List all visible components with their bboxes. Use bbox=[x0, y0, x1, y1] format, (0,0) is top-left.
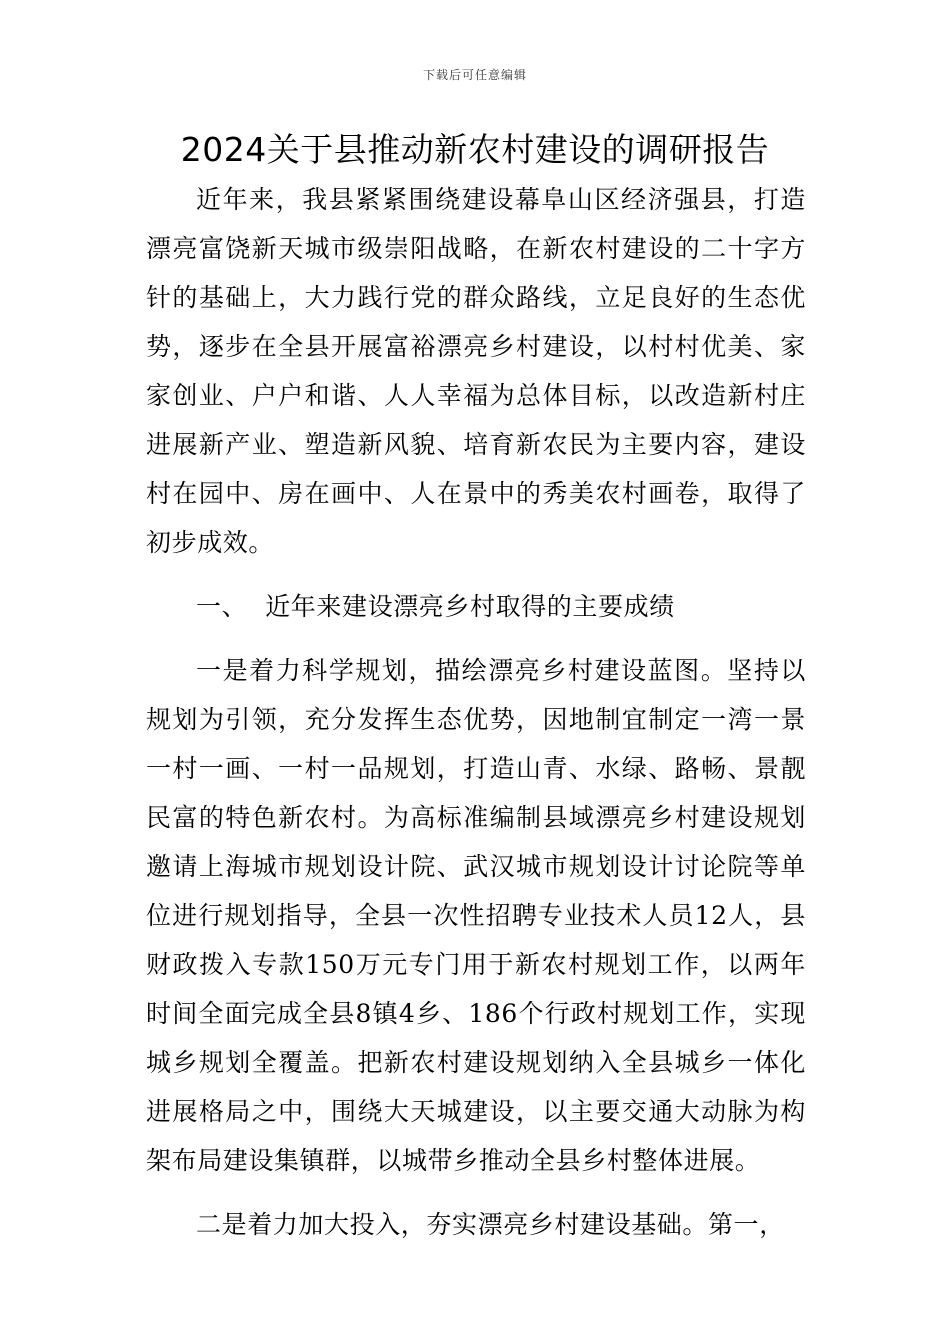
intro-paragraph: 近年来，我县紧紧围绕建设幕阜山区经济强县，打造漂亮富饶新天城市级崇阳战略，在新农村建设的二十字方针的基础上，大力践行党的群众路线，立足良好的生态优势，逐步在全县开展富裕漂亮乡村建设，以村村优美、家家创业、户户和谐、人人幸福为总体目标，以改造新村庄进展新产业、塑造新风貌、培育新农民为主要内容，建设村在园中、房在画中、人在景中的秀美农村画卷，取得了初步成效。 bbox=[146, 185, 806, 557]
document-title: 2024关于县推动新农村建设的调研报告 bbox=[180, 130, 770, 169]
header-note: 下载后可任意编辑 bbox=[422, 68, 527, 82]
section-heading-1 bbox=[146, 582, 806, 631]
point-2-paragraph: 二是着力加大投入，夯实漂亮乡村建设基础。第一， bbox=[196, 1210, 785, 1239]
section-title: 近年来建设漂亮乡村取得的主要成绩 bbox=[265, 592, 675, 621]
point-1-paragraph: 一是着力科学规划，描绘漂亮乡村建设蓝图。坚持以规划为引领，充分发挥生态优势，因地制宜制定一湾一景一村一画、一村一品规划，打造山青、水绿、路畅、景靓民富的特色新农村。为高标准编制县域漂亮乡村建设规划邀请上海城市规划设计院、武汉城市规划设计讨论院等单位进行规划指导，全县一次性招聘专业技术人员12人，县财政拨入专款150万元专门用于新农村规划工作，以两年时间全面完成全县8镇4乡、186个行政村规划工作，实现城乡规划全覆盖。把新农村建设规划纳入全县城乡一体化进展格局之中，围绕大天城建设，以主要交通大动脉为构架布局建设集镇群，以城带乡推动全县乡村整体进展。 bbox=[146, 656, 806, 1175]
section-number: 一、 bbox=[196, 592, 248, 621]
document-body bbox=[146, 175, 806, 1249]
